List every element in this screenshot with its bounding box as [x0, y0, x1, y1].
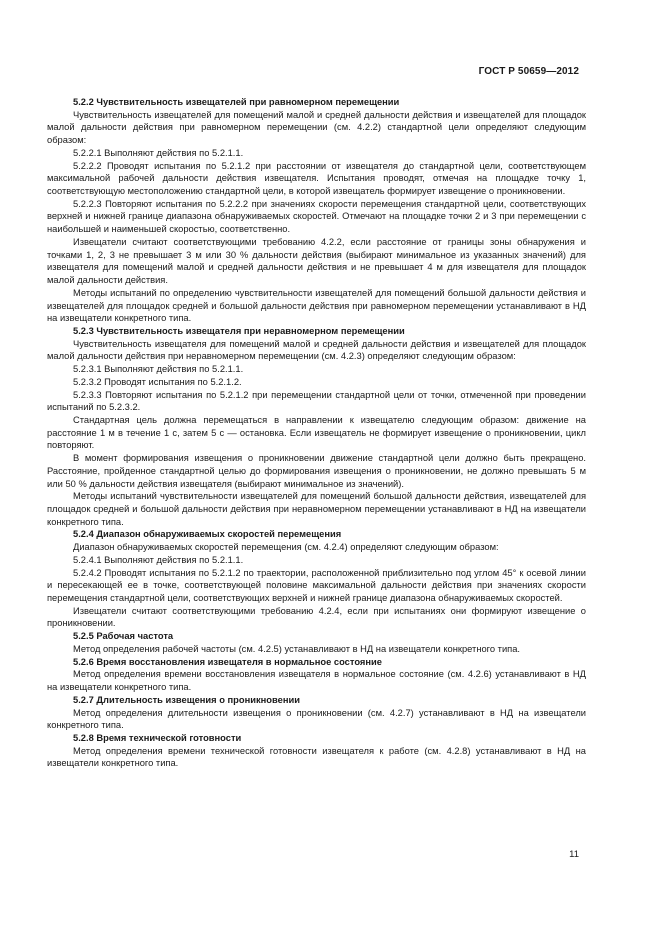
body-paragraph: Метод определения времени восстановления извещателя в нормальное состояние (см. 4.2.6) устанавливают в НД на извещатели конкретного типа. [47, 669, 586, 693]
body-paragraph: Метод определения длительности извещения о проникновении (см. 4.2.7) устанавливают в НД на извещатели конкретного типа. [47, 707, 586, 731]
document-body [47, 96, 586, 770]
section-heading: 5.2.5 Рабочая частота [73, 631, 174, 642]
section-heading: 5.2.7 Длительность извещения о проникновении [73, 694, 300, 705]
body-paragraph: Чувствительность извещателя для помещений малой и средней дальности действия и извещателей для площадок малой дальности действия при неравномерном перемещении (см. 4.2.3) определяют следующим образом: [47, 338, 586, 362]
body-paragraph: 5.2.4.2 Проводят испытания по 5.2.1.2 по траектории, расположенной приблизительно под углом 45° к осевой линии и пересекающей ее в точке, соответствующей половине максимальной дальности действия при значениях скорости перемещения стандартной цели, соответствующих верхней и нижней границе диапазона обнаруживаемых скоростей. [47, 567, 586, 604]
body-paragraph: 5.2.4.1 Выполняют действия по 5.2.1.1. [73, 554, 244, 565]
section-heading: 5.2.3 Чувствительность извещателя при неравномерном перемещении [73, 325, 405, 336]
section-heading: 5.2.2 Чувствительность извещателей при равномерном перемещении [73, 97, 400, 107]
body-paragraph: 5.2.2.2 Проводят испытания по 5.2.1.2 при расстоянии от извещателя до стандартной цели, соответствующем максимальной рабочей дальности действия извещателя. Испытания проводят, отмечая на площадке точку 1, соответствующую местоположению стандартной цели, в которой извещатель формирует извещение о проникновении. [47, 160, 586, 197]
body-paragraph: Чувствительность извещателей для помещений малой и средней дальности действия и извещателей для площадок малой дальности действия при равномерном перемещении (см. 4.2.2) стандартной цели определяют следующим образом: [47, 109, 586, 146]
body-paragraph: 5.2.2.3 Повторяют испытания по 5.2.2.2 при значениях скорости перемещения стандартной цели, соответствующих верхней и нижней границе диапазона обнаруживаемых скоростей. Отмечают на площадке точки 2 и 3 при перемещении с наибольшей и наименьшей скоростью, соответственно. [47, 198, 586, 235]
section-heading: 5.2.8 Время технической готовности [73, 732, 242, 743]
body-paragraph: Метод определения рабочей частоты (см. 4.2.5) устанавливают в НД на извещатели конкретного типа. [73, 643, 521, 654]
body-paragraph: 5.2.3.3 Повторяют испытания по 5.2.1.2 при перемещении стандартной цели от точки, отмеченной при проведении испытаний по 5.2.3.2. [47, 389, 586, 413]
body-paragraph: Методы испытаний по определению чувствительности извещателей для помещений большой дальности действия и извещателей для площадок средней и большой дальности действия при равномерном перемещении устанавливают в НД на извещатели конкретного типа. [47, 287, 586, 324]
body-paragraph: В момент формирования извещения о проникновении движение стандартной цели должно быть прекращено. Расстояние, пройденное стандартной целью до формирования извещения о проникновении, не должно превышать 5 м или 50 % дальности действия извещателя (выбирают минимальное из значений). [47, 453, 586, 489]
body-paragraph: Извещатели считают соответствующими требованию 4.2.4, если при испытаниях они формируют извещение о проникновении. [47, 605, 586, 629]
body-paragraph: 5.2.3.2 Проводят испытания по 5.2.1.2. [73, 376, 242, 387]
section-heading: 5.2.6 Время восстановления извещателя в нормальное состояние [73, 656, 382, 667]
body-paragraph: Стандартная цель должна перемещаться в направлении к извещателю следующим образом: движение на расстояние 1 м в течение 1 с, затем 5 с — остановка. Если извещатель не формирует извещение о проникновении, цикл повторяют. [47, 414, 586, 451]
section-heading: 5.2.4 Диапазон обнаруживаемых скоростей перемещения [73, 529, 342, 540]
body-paragraph: Методы испытаний чувствительности извещателей для помещений большой дальности действия, извещателей для площадок средней и большой дальности действия при неравномерном перемещении устанавливают в НД на извещатели конкретного типа. [47, 491, 586, 527]
page-number: 11 [569, 849, 579, 860]
body-paragraph: Метод определения времени технической готовности извещателя к работе (см. 4.2.8) устанавливают в НД на извещатели конкретного типа. [47, 745, 586, 769]
document-standard-id: ГОСТ Р 50659—2012 [478, 66, 579, 77]
body-paragraph: Извещатели считают соответствующими требованию 4.2.2, если расстояние от границы зоны обнаружения и точками 1, 2, 3 не превышает 3 м или 30 % дальности действия (выбирают минимальное из указанных значений) для извещателя для помещений малой и средней дальности действия и не превышает 4 м для извещателя для площадок малой дальности действия. [47, 236, 586, 286]
body-paragraph: Диапазон обнаруживаемых скоростей перемещения (см. 4.2.4) определяют следующим образом: [73, 542, 499, 553]
body-paragraph: 5.2.3.1 Выполняют действия по 5.2.1.1. [73, 364, 244, 375]
body-paragraph: 5.2.2.1 Выполняют действия по 5.2.1.1. [73, 147, 244, 158]
